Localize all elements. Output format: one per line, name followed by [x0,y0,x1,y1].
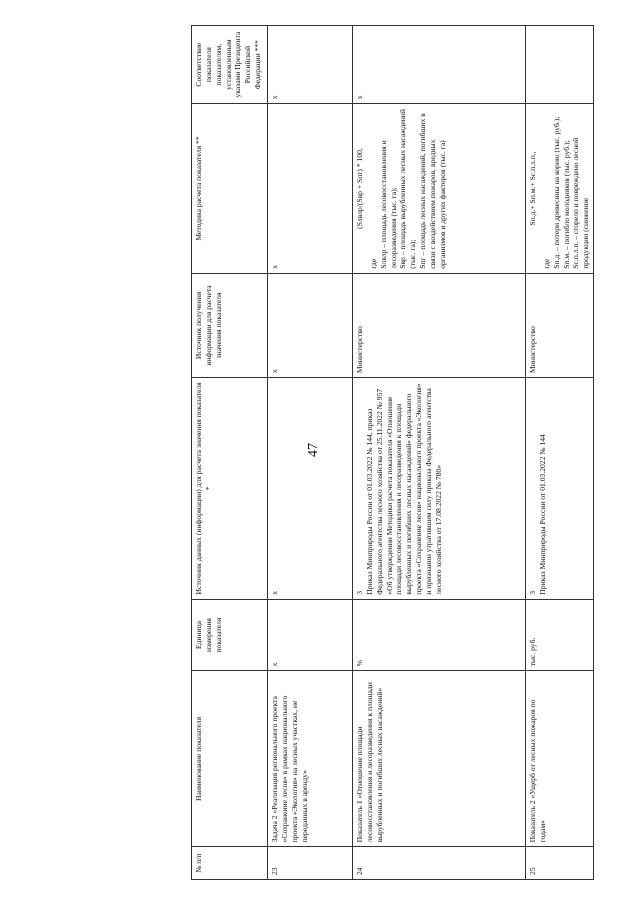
header-row [192,26,268,880]
origin-cell: х [268,273,353,377]
source-text: Приказ Минприроды России от 01.03.2022 № 144, приказ Федерального агентства лесного хозяйства от 25.11.2022 № 957 «Об утверждении Методики расчета показателя «Отношение площади лесовосстановления и лесоразведения к площади вырубленных и погибших лесных насаждений» федерального проекта «Сохранение лесов» национального проекта «Экология» и признании утратившим силу приказа Федерального агентства лесного хозяйства от 17.08.2022 № 780» [364,383,443,595]
indicator-name: Показатель 2 «Ущерб от лесных пожаров по годам» [526,671,594,847]
source-cell [353,378,526,600]
source-cell: х [268,378,353,600]
table-row [526,26,594,880]
indicator-name: Показатель 1 «Отношение площади лесовосстановления и лесоразведения к площади вырубленных и погибших лесных насаждений» [353,671,526,847]
method-cell: х [268,104,353,273]
unit-cell: х [268,599,353,671]
source-number: 3 [355,590,364,595]
header-num: № п/п [192,847,268,880]
source-cell [526,378,594,600]
origin-cell: Министерство [353,273,526,377]
compliance-cell [526,26,594,104]
header-compliance: Соответствие показателя показателям, установленным указами Президента Российской Федерации *** [192,26,268,104]
source-number: 3 [528,590,537,595]
row-number: 25 [526,847,594,880]
method-cell [526,104,594,273]
method-formula: (Sлвлр/(Sвр + Sпг) * 100, [355,148,364,229]
unit-cell: % [353,599,526,671]
header-name: Наименование показателя [192,671,268,847]
page-number: 47 [306,443,321,457]
header-method: Методика расчета показателя ** [192,104,268,273]
unit-cell: тыс. руб. [526,599,594,671]
source-text: Приказ Минприроды России от 01.03.2022 № 144 [537,434,547,595]
method-line: Sлвлр – площадь лесовосстановления и лесоразведения (тыс. га); [378,140,398,269]
table-row [353,26,526,880]
compliance-cell: х [268,26,353,104]
rotated-table-container [191,25,591,880]
row-number: 23 [268,847,353,880]
method-cell [353,104,526,273]
method-line: где [368,258,378,269]
header-origin: Источник получения информации для расчета значения показателя [192,273,268,377]
method-formula: Sп.д.+ Sп.м.+ Sс.п.л.п., [528,151,537,226]
method-line: Sвр – площадь вырубленных лесных насаждений (тыс. га); [398,109,418,269]
row-number: 24 [353,847,526,880]
indicators-table [191,25,594,880]
header-source: Источник данных (информации) для расчета значения показателя * [192,378,268,600]
method-line: Sп.м. – погибло молодняков (тыс. руб.); [561,140,571,269]
method-line: Sп.д. – потери древесины на корню (тыс. руб.); [551,116,561,269]
table-row [268,26,353,880]
origin-cell: Министерство [526,273,594,377]
indicator-name: Задача 2 «Реализация регионального проекта «Сохранение лесов» в рамках национального проекта «Экология» на лесных участках, не переданных в аренду» [268,671,353,847]
method-line: где [541,258,551,269]
method-line: Sпг – площадь лесных насаждений, погибших в связи с воздействием пожаров, вредных организмов и других факторов (тыс. га) [418,113,447,269]
method-line: Sс.п.л.п. – сгорело и повреждено лесной продукции (снижение [571,137,591,269]
header-unit: Единица измерения показателя [192,599,268,671]
compliance-cell: х [353,26,526,104]
